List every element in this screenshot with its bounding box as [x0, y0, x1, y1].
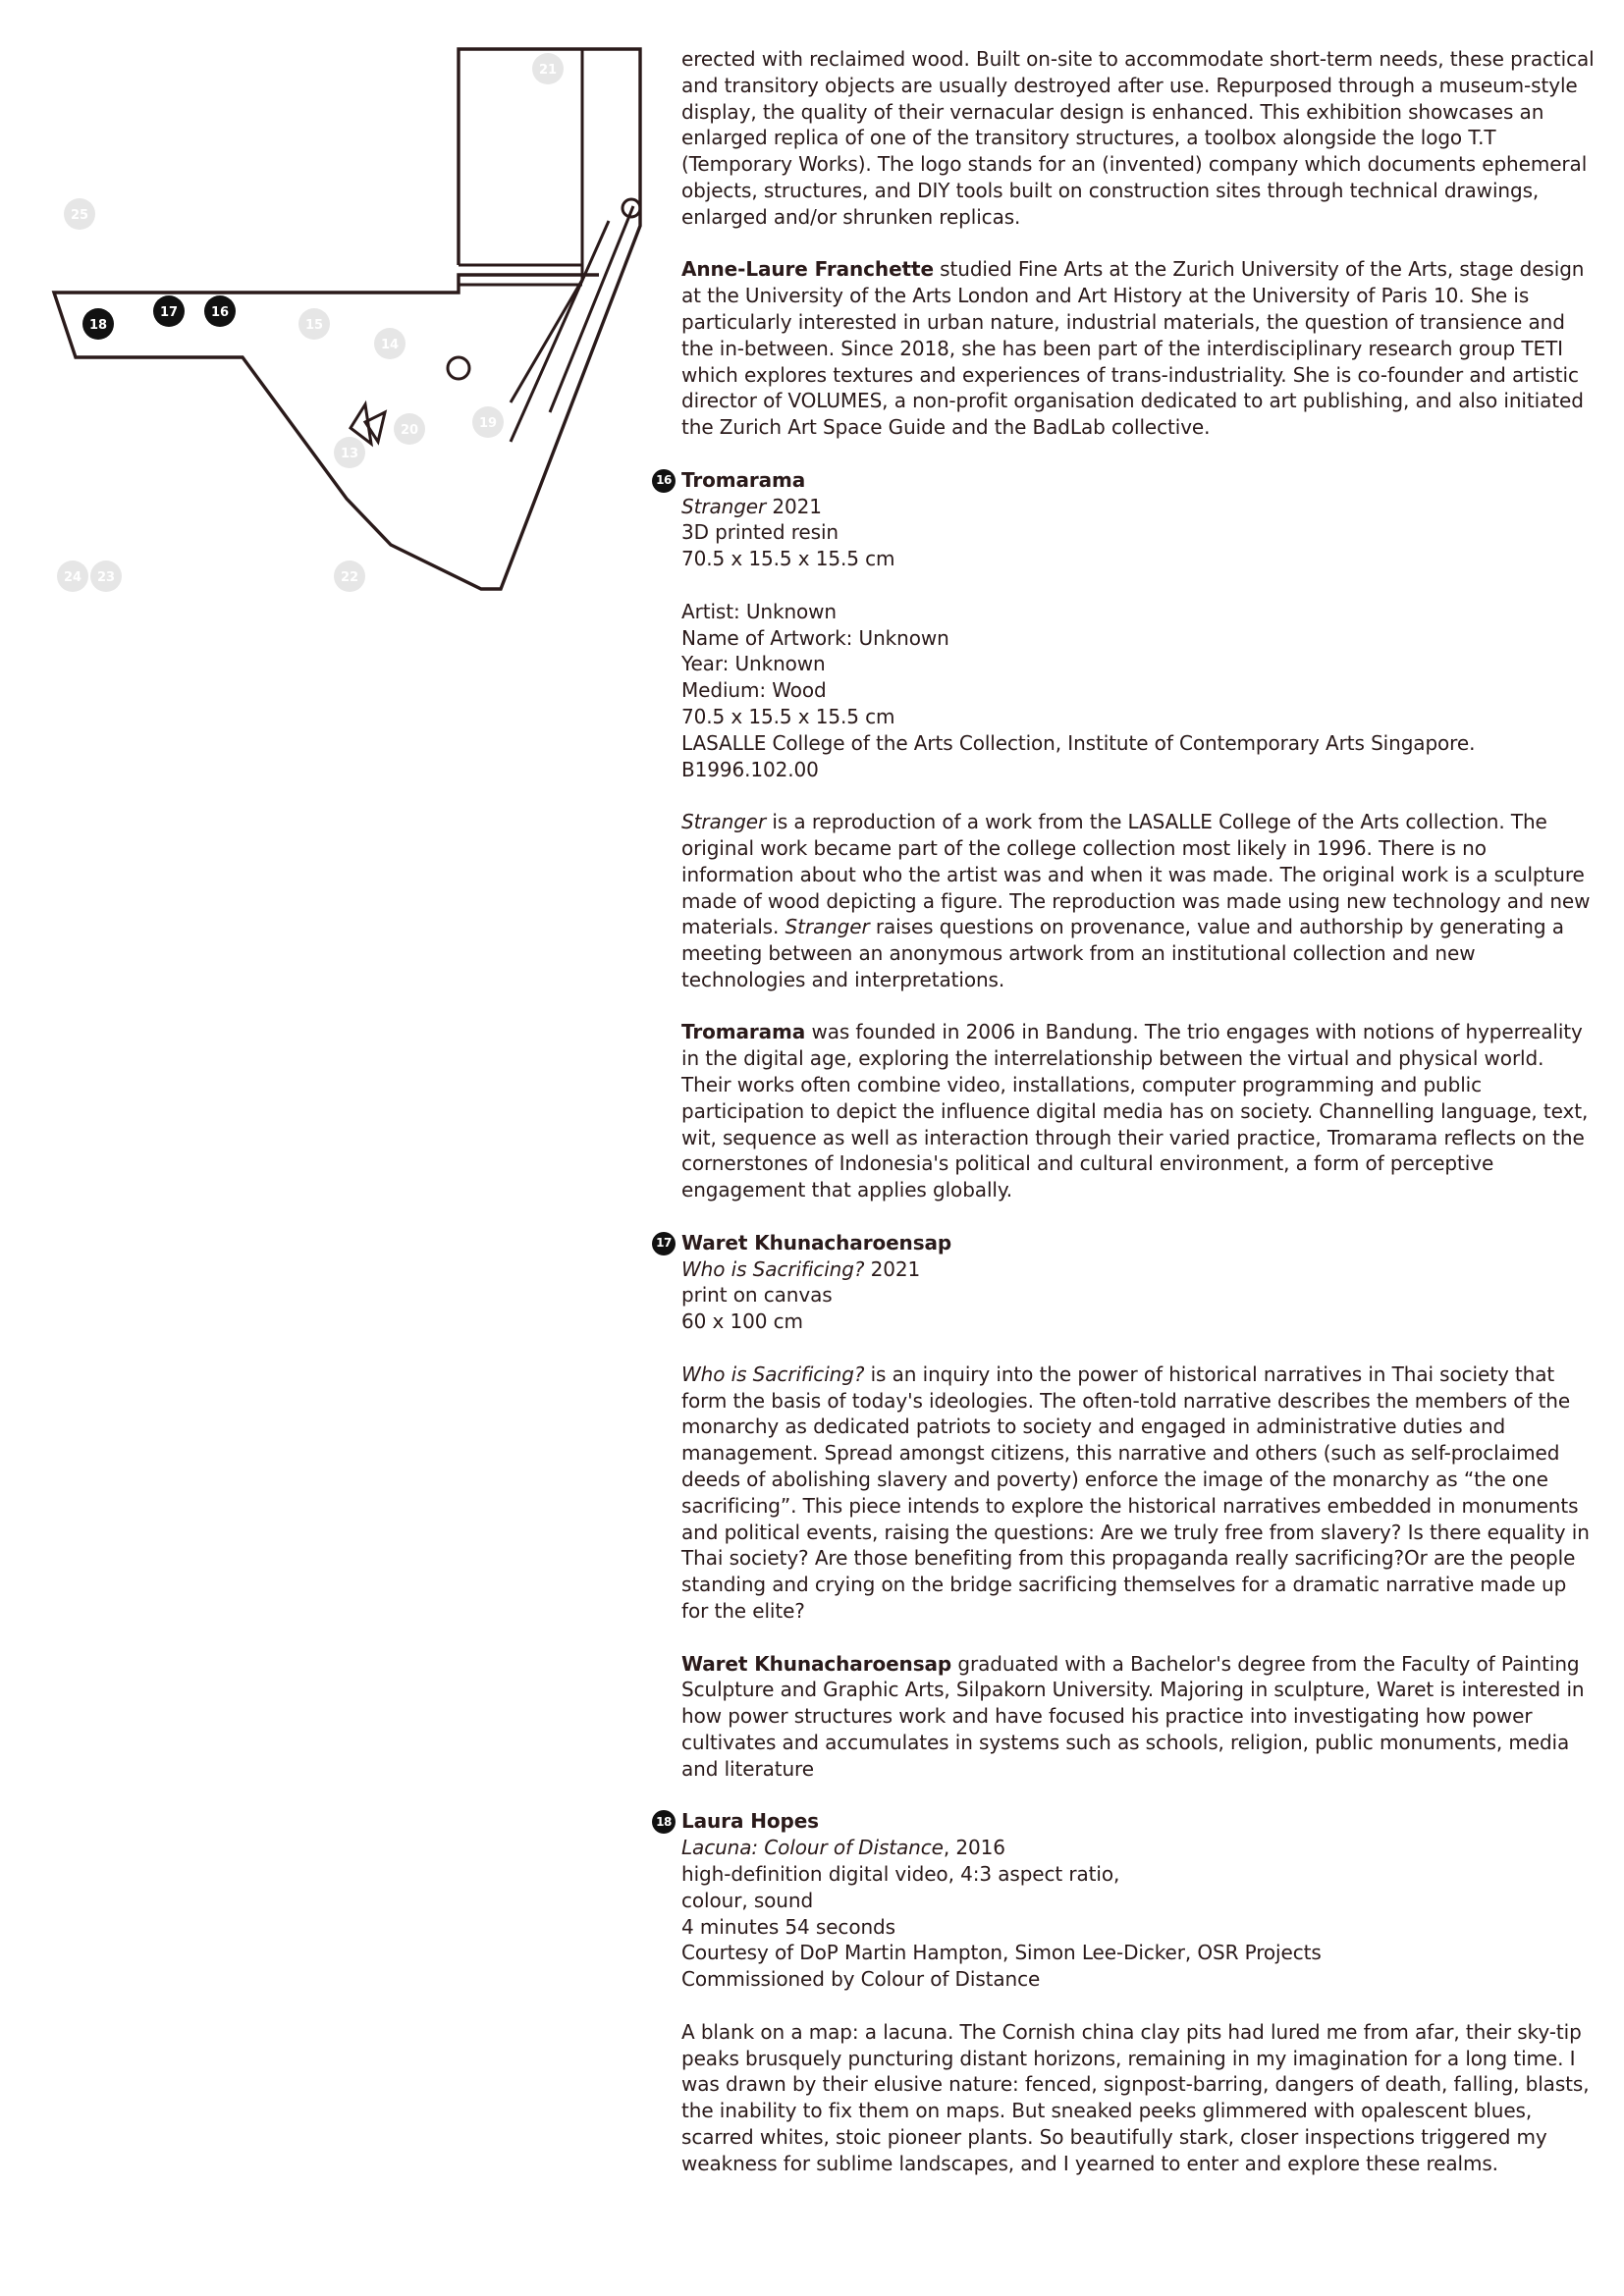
description-text: is a reproduction of a work from the LASALLE College of the Arts collection. The original work became part of the college collection most likely in 1996. There is no information about who the artist was and when it was made. The original work is a sculpture made of wood depicting a figure. The reproduction was made using new technology and new materials.: [681, 810, 1591, 939]
svg-text:17: 17: [159, 305, 179, 320]
bio-text: studied Fine Arts at the Zurich University of the Arts, stage design at the University of the Arts London and Art History at the University of Paris 10. She is particularly interested in urban nature, industrial materials, the question of transience and the in-between. Since 2018, she has been part of the interdisciplinary research group TETI which explores textures and experiences of trans-industriality. She is co-founder and artistic director of VOLUMES, a non-profit organisation dedicated to art publishing, and also initiated the Zurich Art Space Guide and the BadLab collective.: [681, 257, 1585, 440]
entry-header: [656, 467, 1595, 572]
entry-year: , 2016: [943, 1836, 1005, 1860]
svg-text:24: 24: [63, 570, 82, 585]
floor-plan-marker-17: [153, 295, 185, 327]
intro-section: [681, 46, 1595, 231]
entry-description: [681, 1362, 1595, 1625]
entry-dimensions: 70.5 x 15.5 x 15.5 cm: [681, 547, 895, 571]
entry-medium: print on canvas: [681, 1283, 833, 1308]
floor-plan-marker-18: [82, 308, 114, 340]
text-paragraph: A blank on a map: a lacuna. The Cornish china clay pits had lured me from afar, their sky-tip peaks brusquely puncturing distant horizons, remaining in my imagination for a long time. I was drawn by their elusive nature: fenced, signpost-barring, dangers of death, falling, blasts, the inability to fix them on maps. But sneaked peeks glimmered with opalescent blues, scarred whites, stoic pioneer plants. So beautifully stark, closer inspections triggered my weakness for sublime landscapes, and I yearned to enter and explore these realms.: [681, 2019, 1590, 2175]
source-line: LASALLE College of the Arts Collection, Institute of Contemporary Arts Singapore.: [681, 730, 1476, 755]
entry-title: Stranger: [681, 494, 767, 518]
bio-paragraph: [681, 1651, 1595, 1783]
description-text: raises questions on provenance, value and authorship by generating a meeting between an anonymous artwork from an institutional collection and new technologies and interpretations.: [681, 915, 1564, 991]
description-title: Stranger: [681, 810, 767, 834]
entry-artist: Laura Hopes: [681, 1809, 819, 1834]
entry-header: [656, 1230, 1595, 1335]
entry-number-badge: 18: [652, 1810, 676, 1834]
svg-text:21: 21: [538, 63, 558, 78]
floor-plan-walls: [54, 49, 640, 589]
entry-header: [656, 1808, 1595, 1993]
svg-text:25: 25: [70, 208, 89, 223]
source-line: 70.5 x 15.5 x 15.5 cm: [681, 704, 895, 728]
bio-name: Tromarama: [681, 1020, 806, 1044]
svg-text:18: 18: [88, 318, 108, 333]
description-text: is an inquiry into the power of historical narratives in Thai society that form the basis of today's ideologies. The often-told narrative describes the members of the monarchy as dedicated patriots to society and engaged in administrative duties and management. Spread amongst citizens, this narrative and others (such as self-proclaimed deeds of abolishing slavery and poverty) enforce the image of the monarchy as “the one sacrificing”. This piece intends to explore the historical narratives embedded in monuments and political events, raising the questions: Are we truly free from slavery? Is there equality in Thai society? Are those benefiting from this propaganda really sacrificing?Or are the people standing and crying on the bridge sacrificing themselves for a dramatic narrative made up for the elite?: [681, 1362, 1590, 1624]
floor-plan-marker-14: [374, 328, 406, 359]
description-paragraph: [681, 1362, 1595, 1625]
floor-plan-marker-22: [334, 561, 365, 592]
entry-detail: colour, sound: [681, 1888, 814, 1912]
entry-17: [656, 1230, 1595, 1783]
floor-plan-marker-21: [532, 53, 564, 84]
floor-plan-marker-16: [204, 295, 236, 327]
source-artwork-info: [681, 599, 1595, 783]
floor-plan-marker-19: [472, 406, 504, 438]
description-title: Who is Sacrificing?: [681, 1362, 865, 1386]
svg-text:23: 23: [96, 570, 116, 585]
floor-plan: [0, 0, 648, 628]
floor-plan-marker-23: [90, 561, 122, 592]
entry-number-badge: 17: [652, 1232, 676, 1255]
entry-medium: 3D printed resin: [681, 520, 839, 545]
floor-plan-marker-25: [64, 198, 95, 230]
floor-plan-marker-20: [394, 413, 425, 445]
bio-paragraph: [681, 1019, 1595, 1203]
entry-text: [681, 2019, 1595, 2177]
entry-title-line: [681, 1256, 1595, 1283]
entry-title-line: [681, 494, 1595, 520]
entry-18: [656, 1808, 1595, 2176]
entry-detail: 4 minutes 54 seconds: [681, 1914, 895, 1939]
entry-detail: Courtesy of DoP Martin Hampton, Simon Lee-Dicker, OSR Projects: [681, 1941, 1322, 1965]
entry-16: [656, 467, 1595, 1203]
source-line: Medium: Wood: [681, 678, 827, 703]
text-column: [656, 46, 1595, 2203]
entry-description: [681, 809, 1595, 993]
description-title: Stranger: [785, 915, 870, 939]
franchette-bio-section: [681, 256, 1595, 441]
floor-plan-marker-13: [334, 437, 365, 468]
entry-year: 2021: [766, 494, 822, 518]
franchette-bio: [681, 256, 1595, 441]
svg-text:19: 19: [478, 416, 498, 431]
bio-text: was founded in 2006 in Bandung. The trio engages with notions of hyperreality in the digital age, exploring the interrelationship between the virtual and physical world. Their works often combine video, installations, computer programming and public participation to depict the influence digital media has on society. Channelling language, text, wit, sequence as well as interaction through their varied practice, Tromarama reflects on the cornerstones of Indonesia's political and cultural environment, a form of perceptive engagement that applies globally.: [681, 1020, 1589, 1202]
floor-plan-marker-15: [298, 308, 330, 340]
description-paragraph: [681, 809, 1595, 993]
bio-name: Waret Khunacharoensap: [681, 1651, 952, 1676]
source-line: Artist: Unknown: [681, 599, 838, 623]
svg-text:16: 16: [210, 305, 230, 320]
entry-title: Who is Sacrificing?: [681, 1256, 865, 1281]
svg-text:22: 22: [340, 570, 359, 585]
bio-text: graduated with a Bachelor's degree from the Faculty of Painting Sculpture and Graphic Arts, Silpakorn University. Majoring in sculpture, Waret is interested in how power structures work and have focused his practice into investigating how power cultivates and accumulates in systems such as schools, religion, public monuments, media and literature: [681, 1651, 1585, 1781]
entry-number-badge: 16: [652, 469, 676, 493]
svg-text:20: 20: [400, 423, 419, 438]
floor-plan-marker-24: [57, 561, 88, 592]
source-line: Name of Artwork: Unknown: [681, 625, 949, 650]
svg-text:13: 13: [340, 447, 359, 461]
entry-title-line: [681, 1835, 1595, 1861]
artist-bio: [681, 1019, 1595, 1203]
artist-bio: [681, 1651, 1595, 1783]
svg-text:15: 15: [304, 318, 324, 333]
entry-artist: Tromarama: [681, 467, 806, 492]
entry-title: Lacuna: Colour of Distance: [681, 1836, 944, 1860]
bio-name: Anne-Laure Franchette: [681, 257, 934, 282]
entry-year: 2021: [864, 1256, 921, 1281]
svg-text:14: 14: [380, 338, 400, 352]
entry-detail: high-definition digital video, 4:3 aspect ratio,: [681, 1861, 1120, 1886]
source-line: B1996.102.00: [681, 757, 819, 781]
entry-dimensions: 60 x 100 cm: [681, 1309, 803, 1334]
source-line: Year: Unknown: [681, 652, 826, 676]
intro-paragraph: erected with reclaimed wood. Built on-site to accommodate short-term needs, these practical and transitory objects are usually destroyed after use. Repurposed through a museum-style display, the quality of their vernacular design is enhanced. This exhibition showcases an enlarged replica of one of the transitory structures, a toolbox alongside the logo T.T (Temporary Works). The logo stands for an (invented) company which documents ephemeral objects, structures, and DIY tools built on construction sites through technical drawings, enlarged and/or shrunken replicas.: [681, 47, 1595, 229]
entry-artist: Waret Khunacharoensap: [681, 1230, 952, 1255]
entry-detail: Commissioned by Colour of Distance: [681, 1967, 1041, 1992]
